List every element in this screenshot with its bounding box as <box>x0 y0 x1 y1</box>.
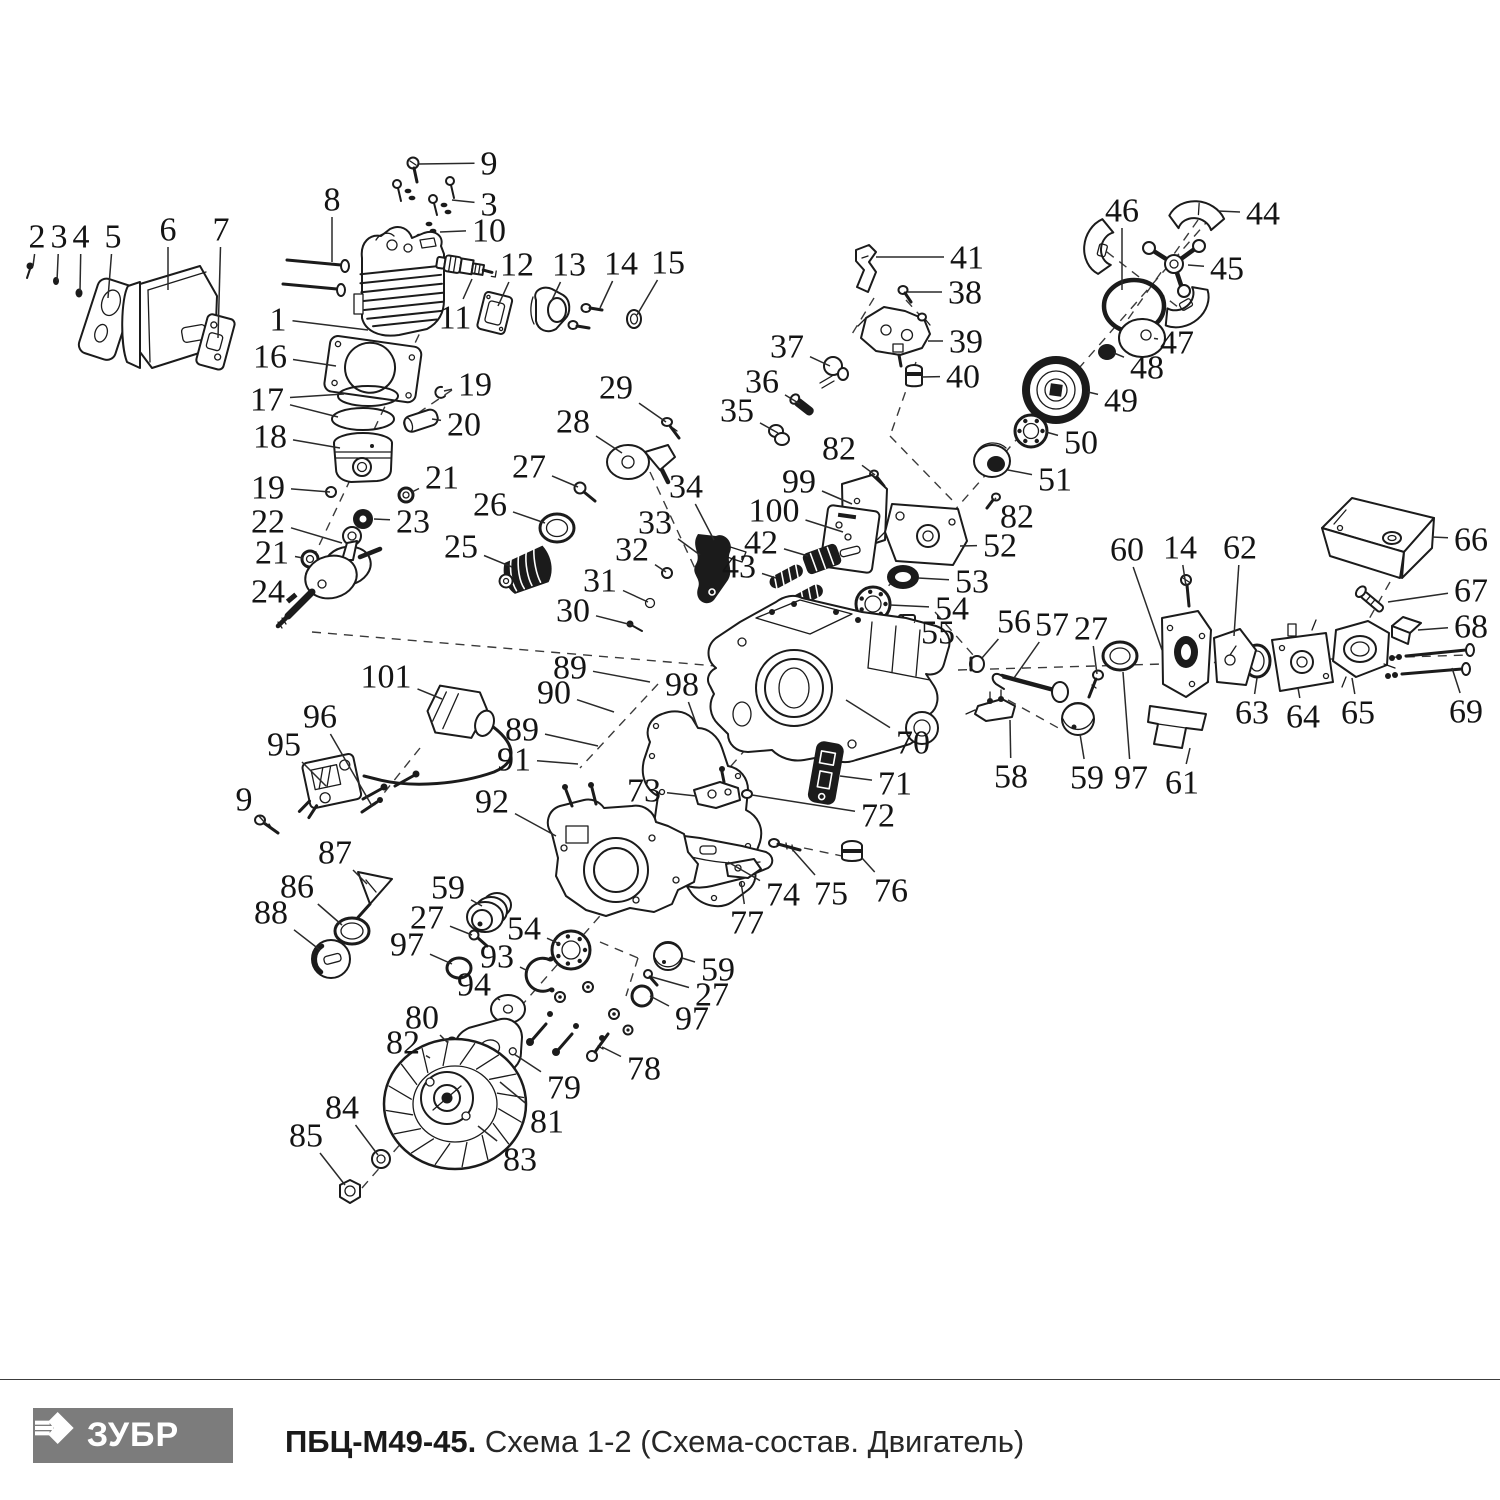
part-number-41: 41 <box>950 239 984 277</box>
part-number-77: 77 <box>730 904 764 942</box>
part-number-101: 101 <box>360 658 412 696</box>
bearing-ball <box>1023 419 1027 423</box>
part-number-25: 25 <box>444 528 478 566</box>
part-bearing-23 <box>353 509 373 529</box>
part-seal-97r <box>1103 642 1137 670</box>
part-number-23: 23 <box>396 503 430 541</box>
leader-line-23 <box>374 519 390 520</box>
part-number-67: 67 <box>1454 572 1488 610</box>
leader-line-4 <box>80 254 81 291</box>
part-number-97: 97 <box>390 926 424 964</box>
part-number-51: 51 <box>1038 461 1072 499</box>
part-number-19: 19 <box>458 366 492 404</box>
part-number-22: 22 <box>251 503 285 541</box>
part-number-26: 26 <box>473 486 507 524</box>
part-number-17: 17 <box>250 381 284 419</box>
part-number-70: 70 <box>896 724 930 762</box>
part-number-31: 31 <box>583 562 617 600</box>
part-number-12: 12 <box>500 246 534 284</box>
schema-title <box>285 1424 1024 1460</box>
part-number-20: 20 <box>447 406 481 444</box>
part-number-88: 88 <box>254 894 288 932</box>
part-pin-72 <box>742 790 752 798</box>
part-number-14: 14 <box>1163 529 1197 567</box>
part-number-18: 18 <box>253 418 287 456</box>
part-number-96: 96 <box>303 698 337 736</box>
part-number-86: 86 <box>280 868 314 906</box>
part-grommet-59r <box>1062 703 1094 735</box>
part-number-59: 59 <box>1070 759 1104 797</box>
part-number-34: 34 <box>669 468 703 506</box>
part-number-32: 32 <box>615 531 649 569</box>
part-number-80: 80 <box>405 999 439 1037</box>
part-number-29: 29 <box>599 369 633 407</box>
brand-arrow-icon <box>33 1408 77 1448</box>
bearing-ball <box>868 590 872 594</box>
part-number-35: 35 <box>720 392 754 430</box>
part-seal-ring-86 <box>335 918 369 944</box>
part-number-3: 3 <box>480 186 498 224</box>
bearing-ball <box>566 934 570 938</box>
bearing-ball <box>860 596 864 600</box>
part-number-5: 5 <box>104 218 122 256</box>
part-number-7: 7 <box>212 211 230 249</box>
part-number-27: 27 <box>695 976 729 1014</box>
part-number-37: 37 <box>770 328 804 366</box>
bearing-ball <box>1035 419 1039 423</box>
part-number-81: 81 <box>530 1103 564 1141</box>
part-cap-76 <box>842 841 862 861</box>
part-number-42: 42 <box>744 524 778 562</box>
part-number-36: 36 <box>745 363 779 401</box>
bearing-ball <box>1035 439 1039 443</box>
brand-logo <box>33 1408 233 1463</box>
part-number-75: 75 <box>814 875 848 913</box>
brand-name: ЗУБР <box>86 1416 180 1454</box>
part-number-16: 16 <box>253 338 287 376</box>
part-number-68: 68 <box>1454 608 1488 646</box>
part-number-79: 79 <box>547 1069 581 1107</box>
part-number-84: 84 <box>325 1089 359 1127</box>
part-number-56: 56 <box>997 603 1031 641</box>
part-number-82: 82 <box>1000 498 1034 536</box>
part-number-66: 66 <box>1454 521 1488 559</box>
bearing-ball <box>1023 439 1027 443</box>
part-number-21: 21 <box>425 459 459 497</box>
part-cap-88 <box>312 940 350 978</box>
part-number-83: 83 <box>503 1141 537 1179</box>
leader-line-82 <box>995 498 996 499</box>
footer-divider <box>0 1379 1500 1380</box>
part-number-52: 52 <box>983 527 1017 565</box>
part-needle-bearing-50 <box>1015 415 1047 447</box>
part-number-82: 82 <box>386 1024 420 1062</box>
part-number-43: 43 <box>722 548 756 586</box>
bearing-ball <box>578 937 582 941</box>
part-number-65: 65 <box>1341 694 1375 732</box>
leader-line-66 <box>1432 537 1448 538</box>
bearing-ball <box>879 592 883 596</box>
part-number-54: 54 <box>507 910 541 948</box>
part-number-69: 69 <box>1449 693 1483 731</box>
bearing-ball <box>1017 429 1021 433</box>
part-number-40: 40 <box>946 358 980 396</box>
part-number-15: 15 <box>651 244 685 282</box>
part-number-61: 61 <box>1165 764 1199 802</box>
part-number-59: 59 <box>431 869 465 907</box>
part-number-53: 53 <box>955 563 989 601</box>
bearing-ball <box>583 948 587 952</box>
part-number-93: 93 <box>480 938 514 976</box>
part-number-21: 21 <box>255 534 289 572</box>
part-number-78: 78 <box>627 1050 661 1088</box>
part-number-13: 13 <box>552 246 586 284</box>
part-oil-seal <box>540 514 574 542</box>
part-number-87: 87 <box>318 834 352 872</box>
part-number-19: 19 <box>251 469 285 507</box>
leader-line-9 <box>419 163 475 164</box>
part-number-38: 38 <box>948 274 982 312</box>
part-number-59: 59 <box>701 951 735 989</box>
part-grommet-59c <box>654 942 682 970</box>
part-number-30: 30 <box>556 592 590 630</box>
leader-line-47 <box>1154 338 1158 339</box>
part-number-8: 8 <box>323 181 341 219</box>
part-seal-53 <box>887 565 919 589</box>
part-number-44: 44 <box>1246 195 1280 233</box>
part-mount-plate-60 <box>1162 611 1211 697</box>
part-number-28: 28 <box>556 403 590 441</box>
part-number-45: 45 <box>1210 250 1244 288</box>
part-number-95: 95 <box>267 726 301 764</box>
part-spacer-48 <box>1098 344 1116 360</box>
part-number-97: 97 <box>1114 759 1148 797</box>
part-number-1: 1 <box>269 301 287 339</box>
part-number-92: 92 <box>475 783 509 821</box>
part-number-47: 47 <box>1160 324 1194 362</box>
leader-line-44 <box>1218 211 1240 212</box>
part-washer-84 <box>372 1150 390 1168</box>
part-number-46: 46 <box>1105 192 1139 230</box>
part-number-9: 9 <box>480 145 498 183</box>
part-number-85: 85 <box>289 1117 323 1155</box>
part-number-55: 55 <box>921 614 955 652</box>
part-washer-21a <box>399 488 413 502</box>
part-number-6: 6 <box>159 211 177 249</box>
part-number-50: 50 <box>1064 424 1098 462</box>
part-number-62: 62 <box>1223 529 1257 567</box>
part-number-14: 14 <box>604 245 638 283</box>
part-number-64: 64 <box>1286 698 1320 736</box>
part-number-39: 39 <box>949 323 983 361</box>
part-number-49: 49 <box>1104 382 1138 420</box>
part-number-3: 3 <box>50 218 68 256</box>
part-bushing-40 <box>906 365 922 386</box>
part-number-97: 97 <box>675 1000 709 1038</box>
bearing-ball <box>883 602 887 606</box>
part-number-73: 73 <box>627 772 661 810</box>
part-cylinder <box>354 227 446 336</box>
model-name: ПБЦ-М49-45. <box>285 1424 477 1459</box>
bearing-ball <box>1040 429 1044 433</box>
part-number-48: 48 <box>1130 349 1164 387</box>
part-bearing-54b <box>552 931 590 969</box>
part-number-72: 72 <box>861 797 895 835</box>
part-piston <box>334 433 392 482</box>
part-number-98: 98 <box>665 666 699 704</box>
part-number-4: 4 <box>72 218 90 256</box>
part-number-82: 82 <box>822 430 856 468</box>
part-number-11: 11 <box>438 299 472 337</box>
leader-line-58 <box>1010 720 1011 758</box>
part-number-99: 99 <box>782 463 816 501</box>
part-number-10: 10 <box>472 212 506 250</box>
part-clip-56 <box>970 656 984 672</box>
part-number-100: 100 <box>748 492 800 530</box>
schema-subtitle: Схема 1-2 (Схема-состав. Двигатель) <box>476 1424 1025 1459</box>
part-number-76: 76 <box>874 872 908 910</box>
part-number-27: 27 <box>512 448 546 486</box>
part-number-89: 89 <box>505 711 539 749</box>
part-number-27: 27 <box>1074 610 1108 648</box>
bearing-ball <box>556 954 560 958</box>
bearing-ball <box>578 959 582 963</box>
part-number-2: 2 <box>28 218 46 256</box>
part-oring-97c <box>632 986 652 1006</box>
bearing-ball <box>566 961 570 965</box>
part-number-9: 9 <box>235 781 253 819</box>
part-number-71: 71 <box>878 765 912 803</box>
part-number-33: 33 <box>638 504 672 542</box>
part-number-89: 89 <box>553 649 587 687</box>
part-number-94: 94 <box>457 966 491 1004</box>
part-number-58: 58 <box>994 758 1028 796</box>
part-number-91: 91 <box>497 741 531 779</box>
part-number-27: 27 <box>410 899 444 937</box>
part-number-63: 63 <box>1235 694 1269 732</box>
part-number-74: 74 <box>766 876 800 914</box>
part-number-90: 90 <box>537 674 571 712</box>
part-number-57: 57 <box>1035 606 1069 644</box>
part-number-24: 24 <box>251 573 285 611</box>
part-number-54: 54 <box>935 590 969 628</box>
part-number-60: 60 <box>1110 531 1144 569</box>
